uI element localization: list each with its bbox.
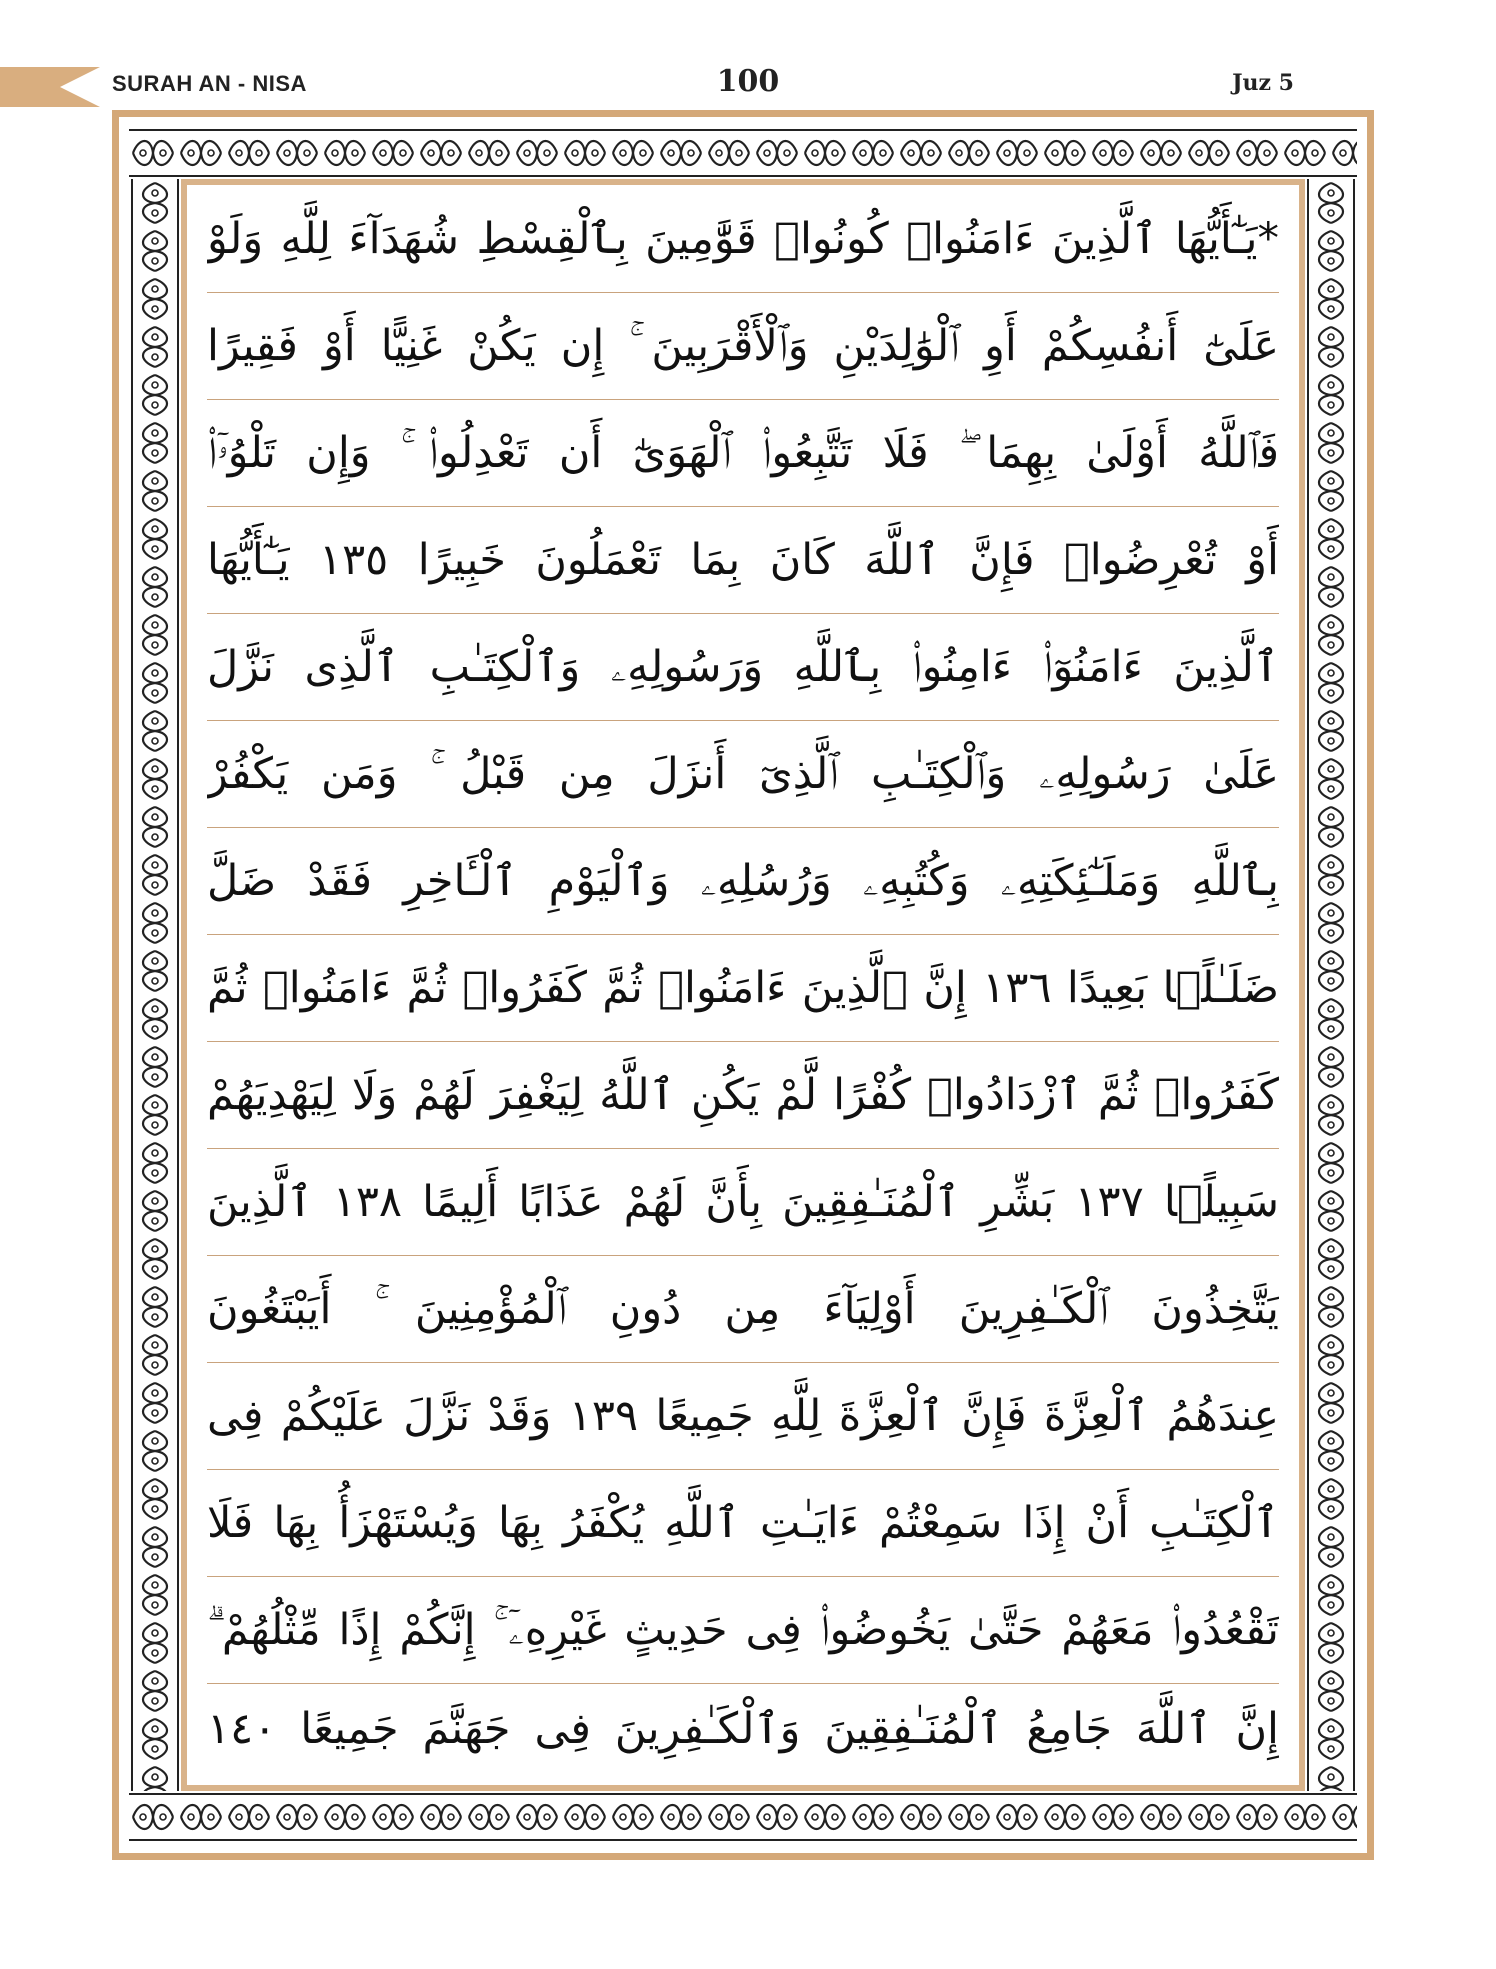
ornament-border-left <box>129 179 181 1791</box>
text-line: عَلَىٰٓ أَنفُسِكُمْ أَوِ ٱلْوَٰلِدَيْنِ وَٱلْأَقْرَبِينَ ۚ إِن يَكُنْ غَنِيًّا أَوْ فَقِيرًا <box>207 292 1279 400</box>
text-panel <box>181 179 1305 1791</box>
text-line: سَبِيلًۢا ١٣٧ بَشِّرِ ٱلْمُنَـٰفِقِينَ بِأَنَّ لَهُمْ عَذَابًا أَلِيمًا ١٣٨ ٱلَّذِينَ <box>207 1148 1279 1256</box>
text-line: عَلَىٰ رَسُولِهِۦ وَٱلْكِتَـٰبِ ٱلَّذِىٓ أَنزَلَ مِن قَبْلُ ۚ وَمَن يَكْفُرْ <box>207 720 1279 828</box>
text-line: ٱلْكِتَـٰبِ أَنْ إِذَا سَمِعْتُمْ ءَايَـٰتِ ٱللَّهِ يُكْفَرُ بِهَا وَيُسْتَهْزَأُ بِهَا فَلَا <box>207 1469 1279 1577</box>
text-line: يَتَّخِذُونَ ٱلْكَـٰفِرِينَ أَوْلِيَآءَ مِن دُونِ ٱلْمُؤْمِنِينَ ۚ أَيَبْتَغُونَ <box>207 1255 1279 1363</box>
text-line: تَقْعُدُوا۟ مَعَهُمْ حَتَّىٰ يَخُوضُوا۟ فِى حَدِيثٍ غَيْرِهِۦٓ ۚ إِنَّكُمْ إِذًا مِّثْلُهُمْ ۗ <box>207 1576 1279 1684</box>
text-line: أَوْ تُعْرِضُوا۟ فَإِنَّ ٱللَّهَ كَانَ بِمَا تَعْمَلُونَ خَبِيرًا ١٣٥ يَـٰٓأَيُّهَا <box>207 506 1279 614</box>
text-line: فَٱللَّهُ أَوْلَىٰ بِهِمَا ۖ فَلَا تَتَّبِعُوا۟ ٱلْهَوَىٰٓ أَن تَعْدِلُوا۟ ۚ وَإِن تَلْوُۥٓا۟ <box>207 399 1279 507</box>
surah-title: SURAH AN - NISA <box>112 71 307 96</box>
page-number: 100 <box>716 64 780 99</box>
text-line: بِٱللَّهِ وَمَلَـٰٓئِكَتِهِۦ وَكُتُبِهِۦ وَرُسُلِهِۦ وَٱلْيَوْمِ ٱلْـَٔاخِرِ فَقَدْ ضَلَّ <box>207 827 1279 935</box>
text-line: إِنَّ ٱللَّهَ جَامِعُ ٱلْمُنَـٰفِقِينَ وَٱلْكَـٰفِرِينَ فِى جَهَنَّمَ جَمِيعًا ١٤٠ <box>207 1703 1279 1754</box>
text-line: ٱلَّذِينَ ءَامَنُوٓا۟ ءَامِنُوا۟ بِٱللَّهِ وَرَسُولِهِۦ وَٱلْكِتَـٰبِ ٱلَّذِى نَزَّلَ <box>207 613 1279 721</box>
text-line: عِندَهُمُ ٱلْعِزَّةَ فَإِنَّ ٱلْعِزَّةَ لِلَّهِ جَمِيعًا ١٣٩ وَقَدْ نَزَّلَ عَلَيْكُمْ فِى <box>207 1362 1279 1470</box>
text-line: كَفَرُوا۟ ثُمَّ ٱزْدَادُوا۟ كُفْرًا لَّمْ يَكُنِ ٱللَّهُ لِيَغْفِرَ لَهُمْ وَلَا لِيَهْدِيَهُمْ <box>207 1041 1279 1149</box>
juz-label: Juz 5 <box>1232 70 1294 96</box>
quran-text <box>197 185 1289 1785</box>
page-frame <box>112 110 1374 1860</box>
ornament-border-top <box>129 127 1357 179</box>
text-line: ضَلَـٰلًۢا بَعِيدًا ١٣٦ إِنَّ ٱلَّذِينَ ءَامَنُوا۟ ثُمَّ كَفَرُوا۟ ثُمَّ ءَامَنُوا۟ ثُمَّ <box>207 934 1279 1042</box>
ornament-border-bottom <box>129 1791 1357 1843</box>
ornament-border-right <box>1305 179 1357 1791</box>
text-line: *يَـٰٓأَيُّهَا ٱلَّذِينَ ءَامَنُوا۟ كُونُوا۟ قَوَّٰمِينَ بِٱلْقِسْطِ شُهَدَآءَ لِلَّهِ وَلَوْ <box>207 185 1279 293</box>
